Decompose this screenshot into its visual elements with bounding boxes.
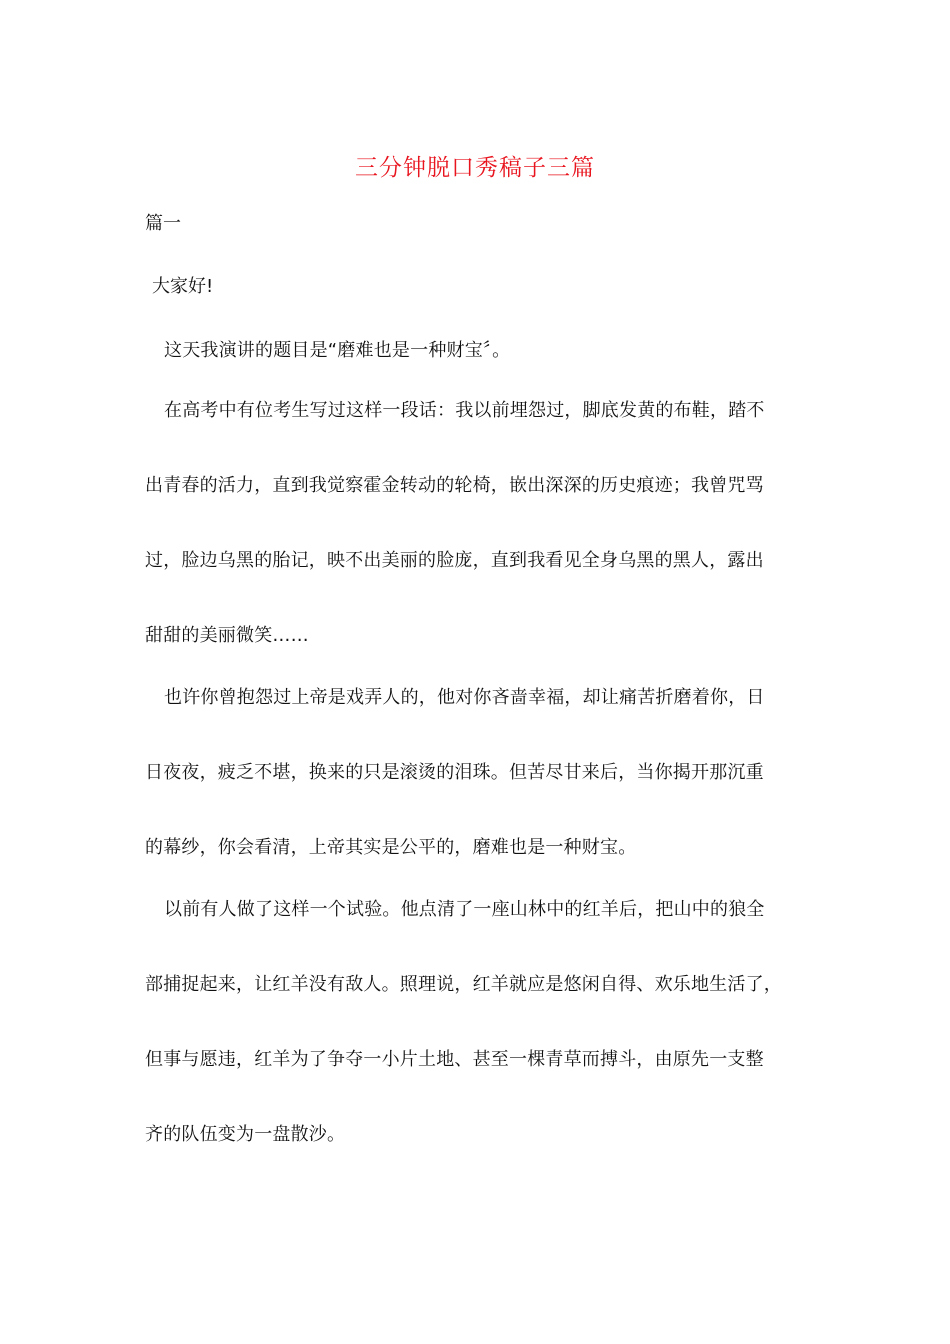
paragraph-line: 部捕捉起来，让红羊没有敌人。照理说，红羊就应是悠闲自得、欢乐地生活了， [145,974,782,995]
paragraph-line: 也许你曾抱怨过上帝是戏弄人的，他对你吝啬幸福，却让痛苦折磨着你，日 [164,687,765,708]
section-label: 篇一 [145,213,181,234]
paragraph-line: 过，脸边乌黑的胎记，映不出美丽的脸庞，直到我看见全身乌黑的黑人，露出 [145,550,764,571]
document-title: 三分钟脱口秀稿子三篇 [355,155,595,181]
paragraph-line: 的幕纱，你会看清，上帝其实是公平的，磨难也是一种财宝。 [145,837,637,858]
paragraph-line: 甜甜的美丽微笑…… [145,625,309,646]
paragraph-line: 出青春的活力，直到我觉察霍金转动的轮椅，嵌出深深的历史痕迹；我曾咒骂 [145,475,764,496]
paragraph-line: 但事与愿违，红羊为了争夺一小片土地、甚至一棵青草而搏斗，由原先一支整 [145,1049,764,1070]
paragraph-line: 这天我演讲的题目是“磨难也是一种财宝〞。 [164,340,511,361]
greeting-line: 大家好! [152,276,214,297]
paragraph-line: 齐的队伍变为一盘散沙。 [145,1124,346,1145]
paragraph-line: 以前有人做了这样一个试验。他点清了一座山林中的红羊后，把山中的狼全 [164,899,765,920]
paragraph-line: 在高考中有位考生写过这样一段话：我以前埋怨过，脚底发黄的布鞋，踏不 [164,400,765,421]
paragraph-line: 日夜夜，疲乏不堪，换来的只是滚烫的泪珠。但苦尽甘来后，当你揭开那沉重 [145,762,764,783]
